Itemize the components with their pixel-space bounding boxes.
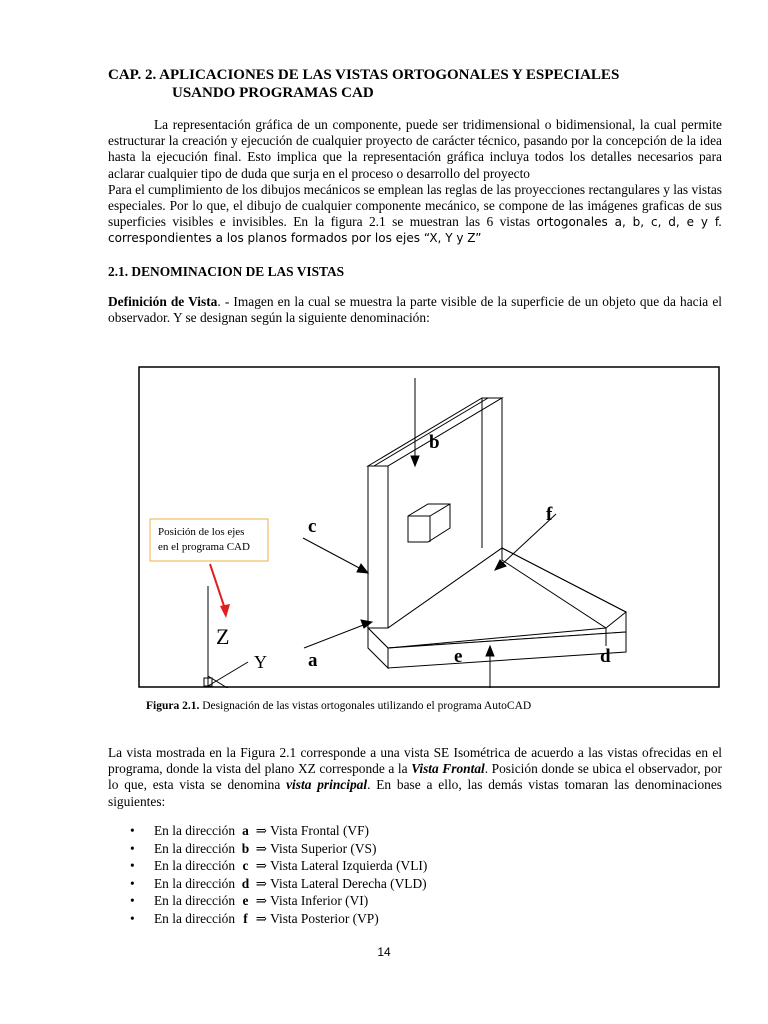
projection-text-alt-font: ortogonales a, b, c, d, e y f. correspondientes a los planos formados por los ejes “X, Y y Z” xyxy=(108,215,722,246)
section-title: 2.1. DENOMINACION DE LAS VISTAS xyxy=(108,263,345,279)
projection-text: Para el cumplimiento de los dibujos mecánicos se emplean las reglas de las proyecciones rectangulares y las vistas especiales. Por lo que, el dibujo de cualquier componente mecánico, se compone de las imágenes graficas de sus superficies visibles e invisibles. En la figura 2.1 se muestran las 6 vistas xyxy=(108,181,722,230)
label-c: c xyxy=(308,516,317,537)
list-item: • En la dirección c ⇒ Vista Lateral Izquierda (VLI) xyxy=(108,857,722,875)
chapter-title-line2: USANDO PROGRAMAS CAD xyxy=(172,85,374,101)
list-item: • En la dirección b ⇒ Vista Superior (VS) xyxy=(108,840,722,858)
p4-vista-principal: vista principal xyxy=(286,777,368,793)
list-item: • En la dirección f ⇒ Vista Posterior (VP) xyxy=(108,910,722,928)
callout-line1: Posición de los ejes xyxy=(158,526,245,538)
intro-paragraph: La representación gráfica de un componente, puede ser tridimensional o bidimensional, la cual permite estructurar la creación y ejecución de cualquier proyecto de carácter técnico, pasando por la concepción de la idea hasta la ejecución final. Esto implica que la representación gráfica incluya todos los detalles necesarios para aclarar cualquier tipo de duda que surja en el proceso o desarrollo del proyecto xyxy=(108,117,722,181)
views-list xyxy=(108,822,722,927)
axis-y-label: Y xyxy=(254,652,267,672)
caption-label: Figura 2.1. xyxy=(146,700,200,712)
definition-term: Definición de Vista xyxy=(108,293,218,309)
axis-z-label: Z xyxy=(216,624,230,649)
document-page xyxy=(108,66,722,926)
definition-paragraph xyxy=(108,294,722,326)
list-item: • En la dirección d ⇒ Vista Lateral Derecha (VLD) xyxy=(108,875,722,893)
list-item: • En la dirección e ⇒ Vista Inferior (VI) xyxy=(108,892,722,910)
projection-paragraph xyxy=(108,182,722,247)
definition-text: . - Imagen en la cual se muestra la parte visible de la superficie de un objeto que da hacia el observador. Y se designan según la siguiente denominación: xyxy=(108,293,722,325)
figure-2-1 xyxy=(138,366,720,688)
figure-caption xyxy=(146,700,531,712)
label-a: a xyxy=(308,650,318,671)
p4-text3: . En base a ello, las demás vistas tomaran las denominaciones siguientes: xyxy=(108,777,722,809)
label-e: e xyxy=(454,646,463,667)
chapter-title-line1: CAP. 2. APLICACIONES DE LAS VISTAS ORTOGONALES Y ESPECIALES xyxy=(108,67,620,83)
p4-text1: La vista mostrada en la Figura 2.1 corresponde a una vista SE Isométrica de acuerdo a las vistas ofrecidas en el programa, donde la vista del plano XZ corresponde a la xyxy=(108,745,722,777)
caption-text: Designación de las vistas ortogonales utilizando el programa AutoCAD xyxy=(199,700,532,712)
list-item: • En la dirección a ⇒ Vista Frontal (VF) xyxy=(108,822,722,840)
view-explanation-paragraph xyxy=(108,745,722,810)
callout-line2: en el programa CAD xyxy=(158,541,250,553)
label-f: f xyxy=(546,504,553,525)
label-d: d xyxy=(600,646,611,667)
page-number: 14 xyxy=(377,945,391,959)
p4-vista-frontal: Vista Frontal xyxy=(411,761,485,777)
p4-text2: . Posición donde se ubica el observador, por lo que, esta vista se denomina xyxy=(108,761,722,793)
chapter-title xyxy=(108,66,722,102)
label-b: b xyxy=(429,432,440,453)
